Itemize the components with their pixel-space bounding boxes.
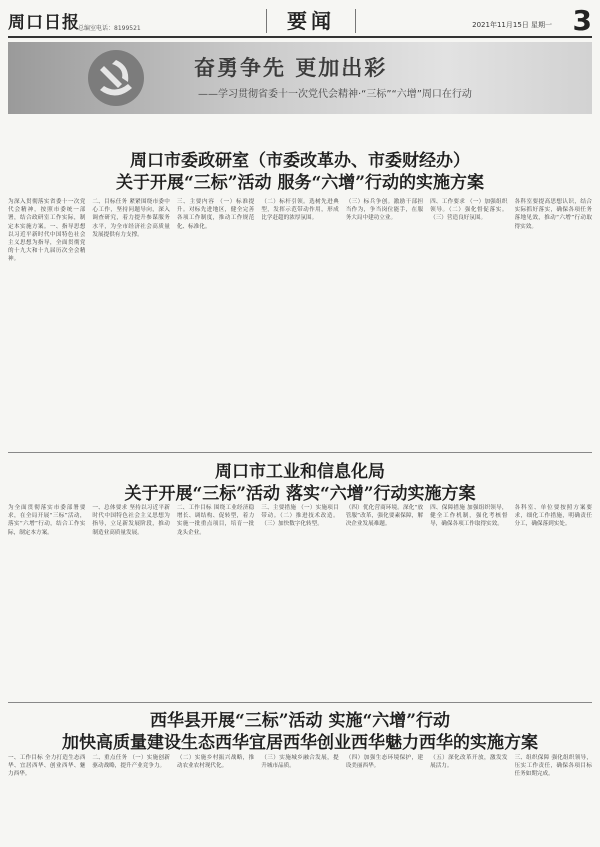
article-2-column: 一、总体要求 坚持以习近平新时代中国特色社会主义思想为指导，立足新发展阶段，推动制造业高质量发展。 bbox=[92, 505, 170, 536]
article-1-headline-line1: 周口市委政研室（市委改革办、市委财经办） bbox=[130, 151, 470, 171]
article-3-column: 三、组织保障 强化组织领导，压实工作责任，确保各项目标任务如期完成。 bbox=[514, 755, 592, 778]
newspaper-logo: 周口日报 bbox=[8, 13, 80, 33]
article-3-column: （二）实施乡村振兴战略，推动农业农村现代化。 bbox=[176, 755, 255, 770]
article-1-body bbox=[8, 198, 592, 454]
article-2-headline-line1: 周口市工业和信息化局 bbox=[215, 462, 385, 482]
article-3-column: （五）深化改革开放，激发发展活力。 bbox=[430, 755, 508, 770]
article-1-column: （二）标杆引领。选树先进典型，发挥示范带动作用，形成比学赶超的浓厚氛围。 bbox=[261, 199, 339, 222]
article-3-headline-line2: 加快高质量建设生态西华宜居西华创业西华魅力西华的实施方案 bbox=[62, 733, 538, 753]
section-divider bbox=[8, 452, 592, 453]
masthead-meta: 总编室电话：8199521 bbox=[78, 25, 141, 32]
article-1-column: 三、主要内容 （一）标准提升。对标先进地区，健全完善各项工作制度，推动工作规范化、标准化。 bbox=[176, 199, 255, 230]
article-3-body bbox=[8, 754, 592, 842]
article-2-column: 三、主要措施 （一）实施项目带动。（二）推进技术改造。（三）加快数字化转型。 bbox=[261, 505, 339, 528]
article-2-headline-line2: 关于开展“三标”活动 落实“六增”行动实施方案 bbox=[124, 484, 476, 504]
article-1-headline-line2: 关于开展“三标”活动 服务“六增”行动的实施方案 bbox=[115, 173, 485, 193]
section-title: 要闻 bbox=[266, 9, 356, 33]
article-3-column: （四）加强生态环境保护，建设美丽西华。 bbox=[345, 755, 424, 770]
issue-date: 2021年11月15日 星期一 bbox=[472, 21, 552, 29]
party-emblem-icon bbox=[86, 48, 146, 108]
section-divider bbox=[8, 702, 592, 703]
campaign-banner bbox=[8, 42, 592, 114]
article-1-column: 二、目标任务 紧紧围绕市委中心工作，坚持问题导向，深入调查研究，着力提升参谋服务水平，为全市经济社会高质量发展提供有力支撑。 bbox=[92, 199, 170, 238]
article-2-column: 为全面贯彻落实市委部署要求，在全局开展“三标”活动，落实“六增”行动，结合工作实际，制定本方案。 bbox=[8, 505, 86, 536]
article-2-body bbox=[8, 504, 592, 702]
banner-title: 奋勇争先 更加出彩 bbox=[194, 56, 388, 80]
banner-subtitle: ——学习贯彻省委十一次党代会精神·“三标”“六增”周口在行动 bbox=[198, 89, 472, 100]
article-3-headline-line1: 西华县开展“三标”活动 实施“六增”行动 bbox=[149, 711, 451, 731]
article-3-column: 二、重点任务 （一）实施创新驱动战略，提升产业竞争力。 bbox=[92, 755, 170, 770]
article-1-column: 各科室要提高思想认识，结合实际抓好落实，确保各项任务落地见效，推动“六增”行动取得实效。 bbox=[514, 199, 592, 230]
article-1-column: （三）标兵争创。激励干部担当作为，争当岗位能手，在服务大局中建功立业。 bbox=[345, 199, 424, 222]
page-number: 3 bbox=[572, 4, 592, 37]
article-3-column: （三）实施城乡融合发展，提升城市品质。 bbox=[261, 755, 339, 770]
article-1-column: 为深入贯彻落实省委十一次党代会精神，按照市委统一部署，结合政研室工作实际，制定本实施方案。一、指导思想 以习近平新时代中国特色社会主义思想为指导，全面贯彻党的十九大和十九届历次全会精神。 bbox=[8, 199, 86, 263]
masthead bbox=[8, 6, 592, 38]
article-3-column: 一、工作目标 全力打造生态西华、宜居西华、创业西华、魅力西华。 bbox=[8, 755, 86, 778]
article-2-column: 四、保障措施 加强组织领导，健全工作机制，强化考核督导，确保各项工作取得实效。 bbox=[430, 505, 508, 528]
article-2-column: （四）优化营商环境。深化“放管服”改革，强化要素保障，解决企业发展难题。 bbox=[345, 505, 424, 528]
article-2-column: 各科室、单位要按照方案要求，细化工作措施，明确责任分工，确保落到实处。 bbox=[514, 505, 592, 528]
article-1-column: 四、工作要求 （一）加强组织领导。（二）强化督促落实。（三）营造良好氛围。 bbox=[430, 199, 508, 222]
article-2-column: 二、工作目标 围绕工业经济稳增长、调结构、促转型，着力实施一批重点项目，培育一批龙头企业。 bbox=[176, 505, 255, 536]
